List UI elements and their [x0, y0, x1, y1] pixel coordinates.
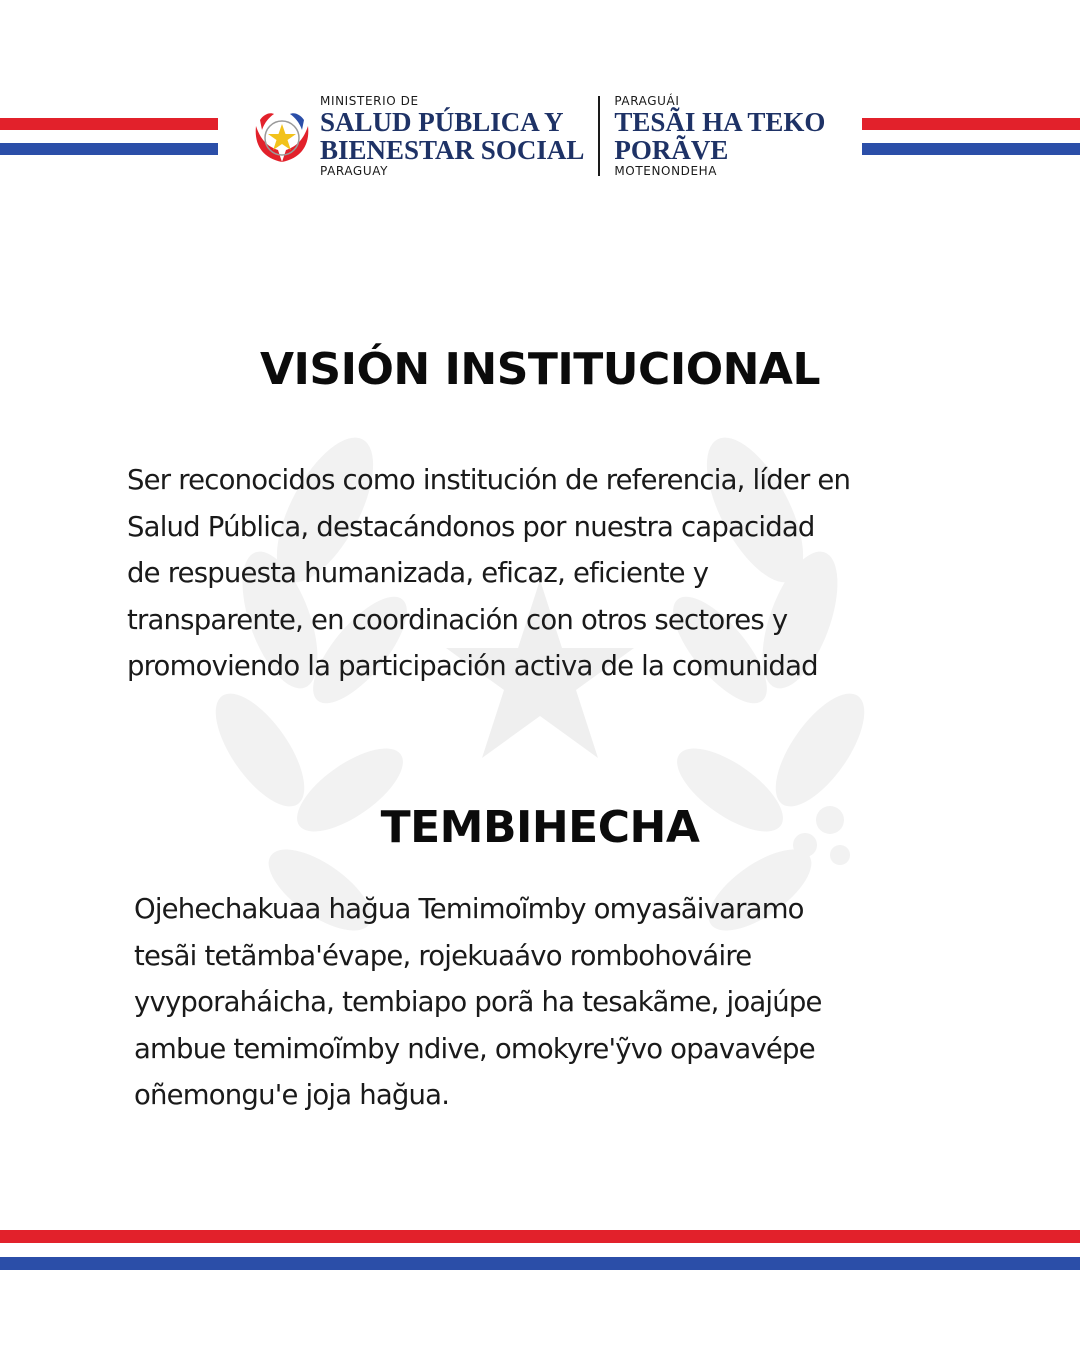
ministry-line-1: MINISTERIO DE	[320, 94, 419, 108]
tembihecha-line: tesãi tetãmba'évape, rojekuaávo rombohováire	[134, 939, 752, 972]
vision-paragraph	[127, 457, 850, 690]
top-right-red-stripe	[862, 118, 1080, 130]
ministry-name-block	[320, 94, 584, 178]
guarani-name-block	[614, 94, 825, 178]
tembihecha-line: Ojehechakuaa hağua Temimoĩmby omyasãivaramo	[134, 893, 804, 925]
guarani-line-2: TESÃI HA TEKO	[614, 107, 826, 137]
vision-line: transparente, en coordinación con otros sectores y	[127, 603, 788, 636]
guarani-line-1: PARAGUÁI	[614, 94, 680, 108]
ministry-line-4: PARAGUAY	[320, 164, 389, 178]
tembihecha-line: yvyporaháicha, tembiapo porã ha tesakãme, joajúpe	[134, 986, 822, 1018]
national-seal-icon	[250, 104, 314, 168]
ministry-logo	[250, 94, 825, 178]
top-left-red-stripe	[0, 118, 218, 130]
logo-divider	[598, 96, 600, 176]
vision-title: VISIÓN INSTITUCIONAL	[259, 344, 821, 395]
bottom-red-stripe	[0, 1230, 1080, 1243]
bottom-blue-stripe	[0, 1257, 1080, 1270]
tembihecha-line: ambue temimoĩmby ndive, omokyre'ỹvo opavavépe	[134, 1032, 815, 1065]
ministry-line-2: SALUD PÚBLICA Y	[320, 107, 564, 137]
top-left-blue-stripe	[0, 143, 218, 155]
vision-line: promoviendo la participación activa de la comunidad	[127, 650, 818, 682]
vision-line: Ser reconocidos como institución de referencia, líder en	[127, 464, 851, 496]
tembihecha-title: TEMBIHECHA	[380, 802, 700, 853]
tembihecha-paragraph	[134, 886, 822, 1119]
ministry-line-3: BIENESTAR SOCIAL	[320, 135, 585, 165]
vision-line: Salud Pública, destacándonos por nuestra capacidad	[127, 510, 815, 543]
top-right-blue-stripe	[862, 143, 1080, 155]
tembihecha-line: oñemongu'e joja hağua.	[134, 1079, 450, 1111]
guarani-line-3: PORÃVE	[614, 135, 729, 165]
guarani-line-4: MOTENONDEHA	[614, 164, 718, 178]
vision-line: de respuesta humanizada, eficaz, eficiente y	[127, 557, 709, 589]
